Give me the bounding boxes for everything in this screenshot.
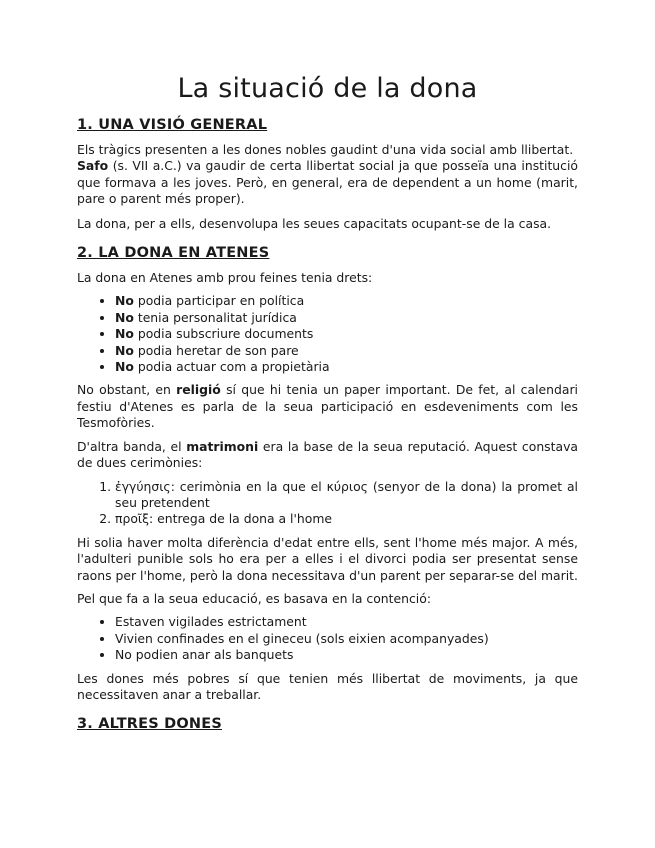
paragraph-diferencia: Hi solia haver molta diferència d'edat entre ells, sent l'home més major. A més, l'adulteri punible sols ho era per a elles i el divorci podia ser presentat sense raons per l'home, però la dona necessitava d'un parent per separar-se del marit. bbox=[77, 534, 578, 583]
paragraph-tragics: Els tràgics presenten a les dones nobles gaudint d'una vida social amb llibertat. bbox=[77, 142, 574, 157]
bold-matrimoni: matrimoni bbox=[186, 438, 259, 454]
list-item-text: podia heretar de son pare bbox=[133, 342, 299, 358]
document-page bbox=[77, 72, 578, 741]
list-item bbox=[115, 293, 578, 309]
paragraph-matrimoni-post: era la base de la seua reputació. Aquest constava de dues cerimònies: bbox=[77, 438, 579, 471]
bold-no: No bbox=[115, 293, 134, 309]
bold-no: No bbox=[115, 359, 134, 375]
list-item-text: podia subscriure documents bbox=[133, 326, 314, 342]
list-item: 1. ἐγγύησις: cerimònia en la que el κύριος (senyor de la dona) la promet al seu pretendent bbox=[115, 479, 578, 512]
paragraph-religio-post: sí que hi tenia un paper important. De fet, al calendari festiu d'Atenes es parla de la seua participació en esdeveniments com les Tesmofòries. bbox=[77, 382, 578, 431]
list-item bbox=[115, 326, 578, 342]
list-item-text: tenia personalitat jurídica bbox=[133, 309, 297, 325]
paragraph-pobres: Les dones més pobres sí que tenien més llibertat de moviments, ja que necessitaven anar a treballar. bbox=[77, 670, 578, 702]
paragraph-matrimoni bbox=[77, 439, 578, 472]
list-item bbox=[115, 310, 578, 326]
document-title: La situació de la dona bbox=[177, 73, 478, 104]
paragraph-educacio: Pel que fa a la seua educació, es basava en la contenció: bbox=[77, 590, 432, 606]
list-item: • Vivien confinades en el gineceu (sols eixien acompanyades) bbox=[115, 631, 578, 647]
bold-safo: Safo bbox=[77, 158, 109, 174]
section-heading-3: 3. ALTRES DONES bbox=[77, 716, 223, 733]
list-item bbox=[115, 343, 578, 359]
list-item bbox=[115, 359, 578, 375]
rights-list bbox=[77, 293, 578, 375]
paragraph-religio-pre: No obstant, en bbox=[77, 382, 177, 398]
list-item: • Estaven vigilades estrictament bbox=[115, 614, 578, 630]
bold-no: No bbox=[115, 342, 134, 358]
paragraph-drets-intro: La dona en Atenes amb prou feines tenia drets: bbox=[77, 270, 373, 286]
paragraph-casa: La dona, per a ells, desenvolupa les seues capacitats ocupant-se de la casa. bbox=[77, 215, 552, 231]
education-list bbox=[77, 614, 578, 663]
section-heading-2: 2. LA DONA EN ATENES bbox=[77, 245, 270, 262]
paragraph-religio bbox=[77, 382, 578, 431]
paragraph-safo bbox=[77, 158, 578, 207]
list-item: • No podien anar als banquets bbox=[115, 647, 578, 663]
bold-religio: religió bbox=[176, 382, 221, 398]
ceremonies-list bbox=[77, 479, 578, 528]
bold-no: No bbox=[115, 309, 134, 325]
section-heading-1: 1. UNA VISIÓ GENERAL bbox=[77, 117, 268, 133]
paragraph-safo-text: (s. VII a.C.) va gaudir de certa llibertat social ja que posseïa una institució que formava a les joves. Però, en general, era de dependent a un home (marit, pare o parent més proper). bbox=[77, 158, 578, 207]
list-item-text: podia participar en política bbox=[133, 293, 305, 309]
paragraph-matrimoni-pre: D'altra banda, el bbox=[77, 438, 187, 454]
list-item-text: podia actuar com a propietària bbox=[133, 359, 330, 375]
bold-no: No bbox=[115, 326, 134, 342]
list-item: 2. προῖξ: entrega de la dona a l'home bbox=[115, 511, 578, 527]
